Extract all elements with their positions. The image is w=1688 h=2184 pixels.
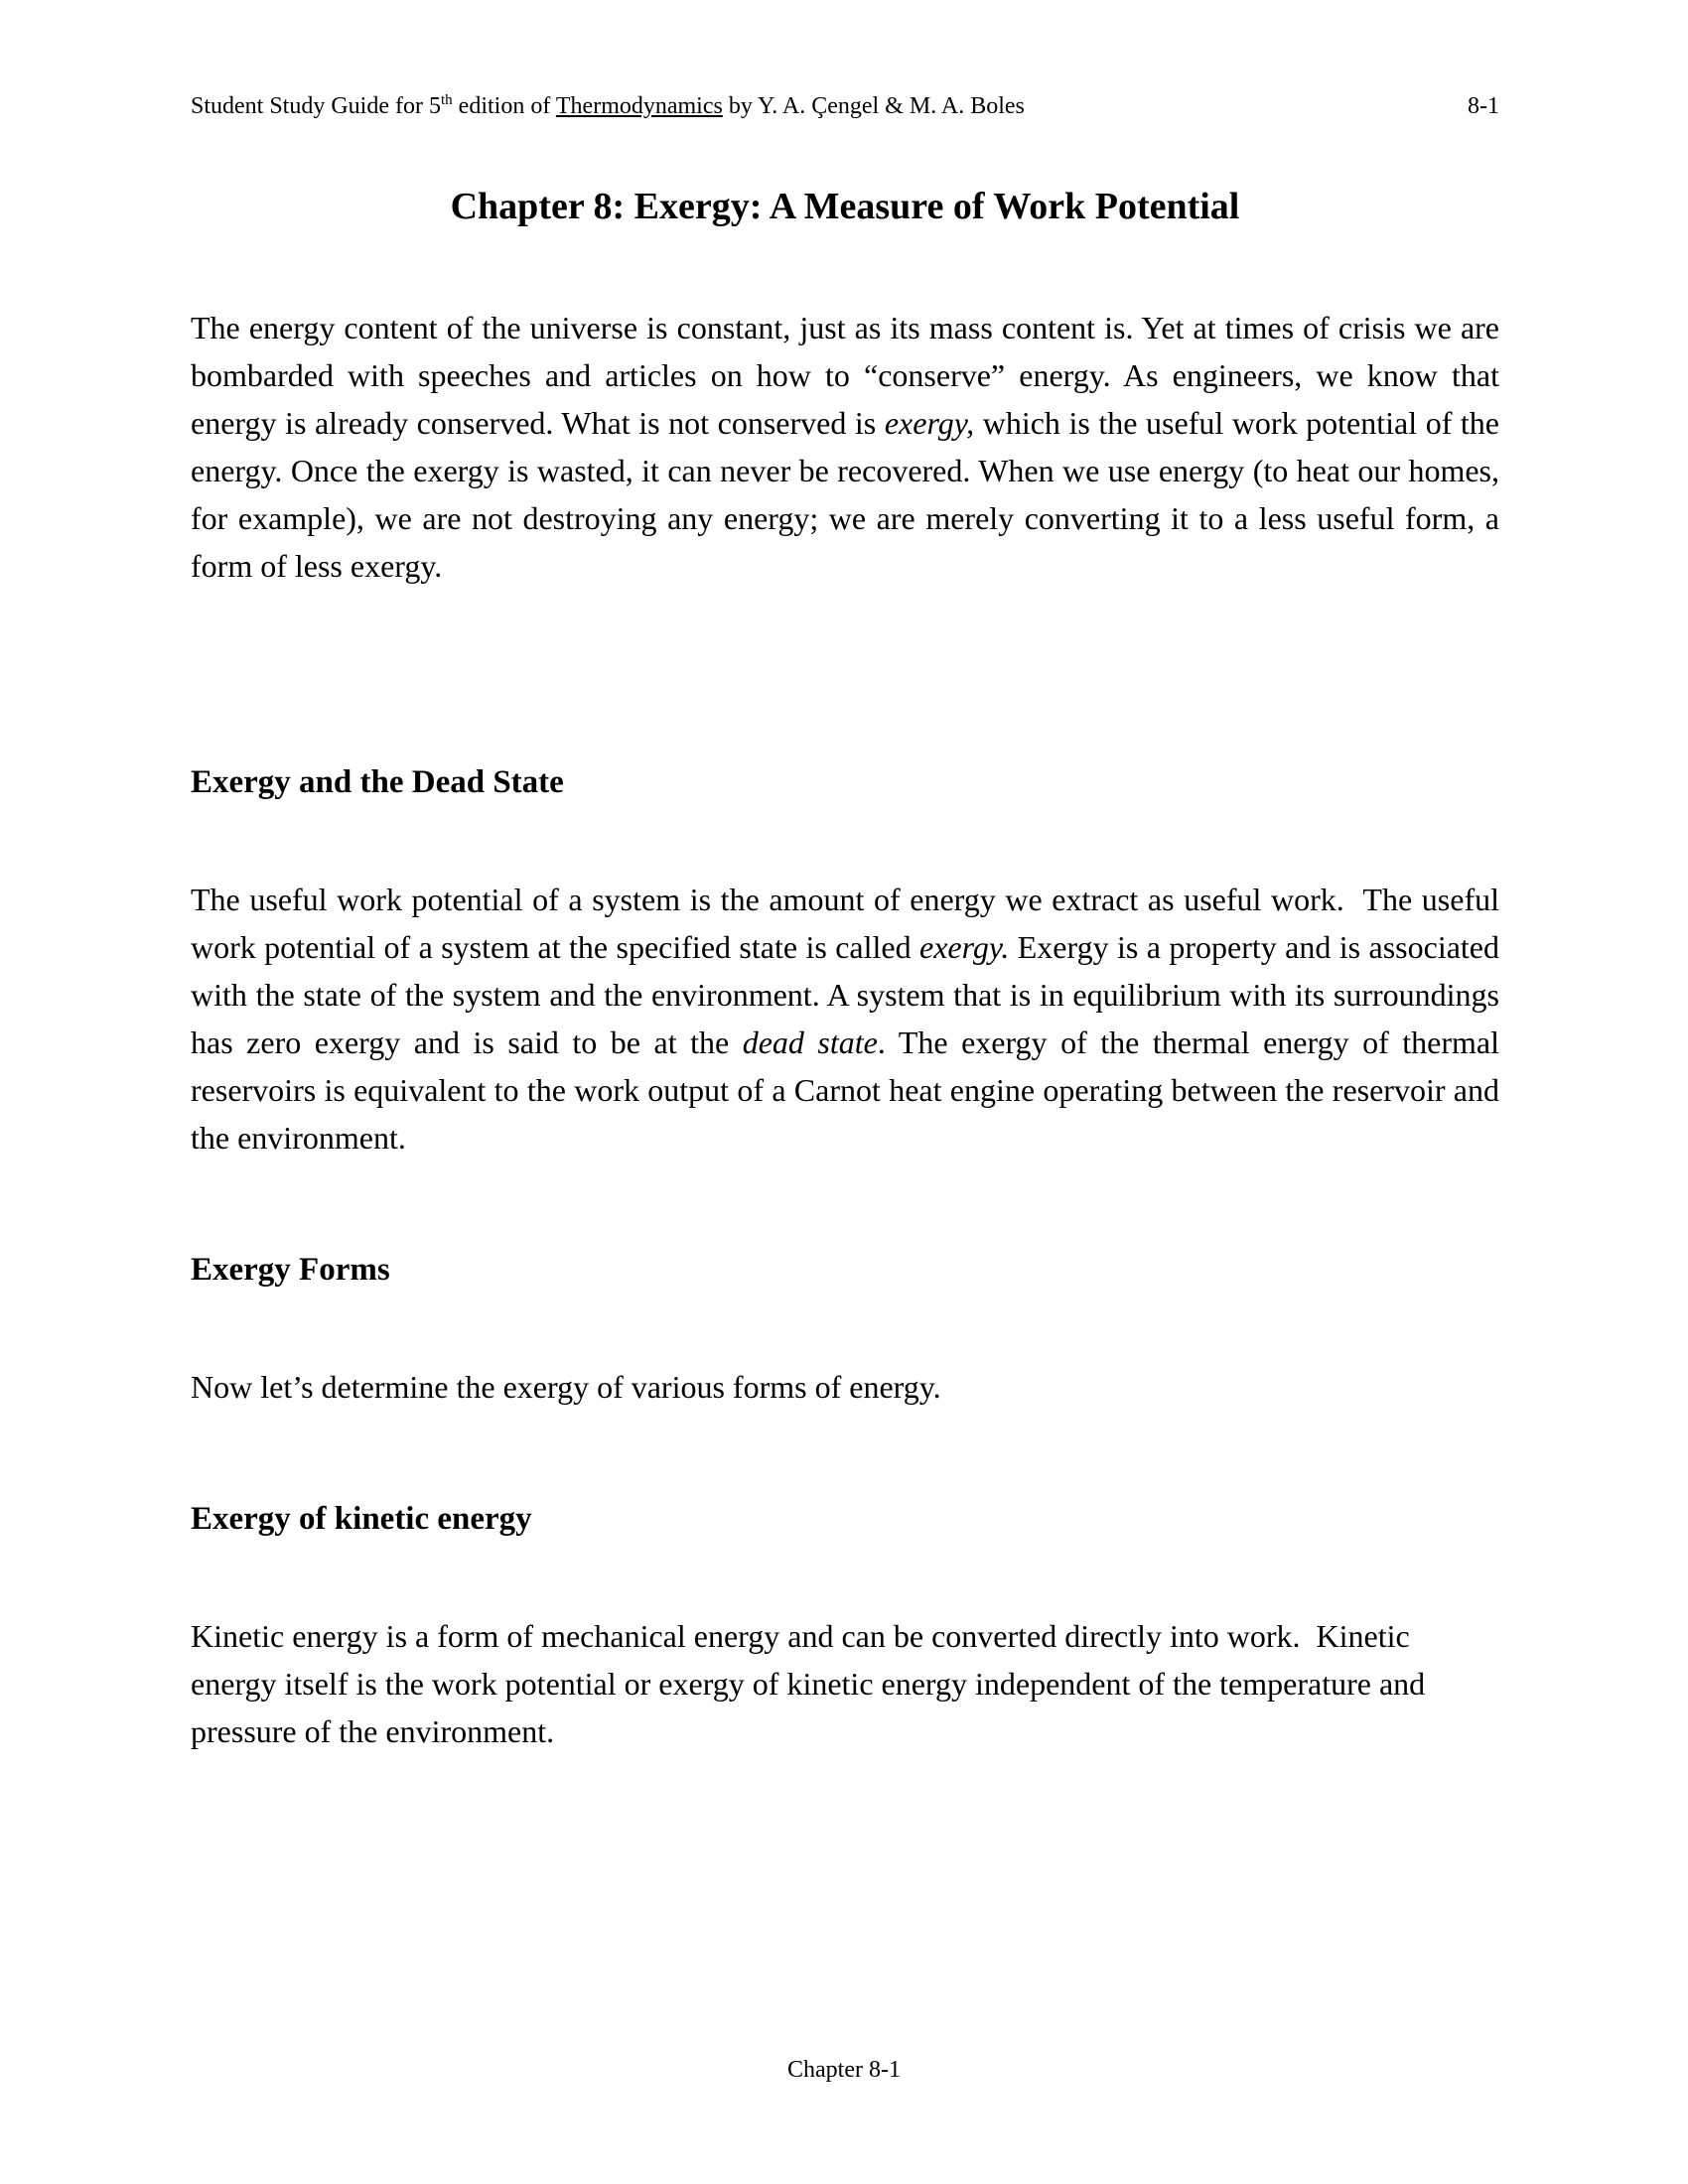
text-run: The useful work potential of a system is the amount of energy we extract as useful work. The useful work potential of a system at the specified state is called xyxy=(191,882,1507,965)
header-running-title xyxy=(191,91,1025,121)
header-underlined-book-title: Thermodynamics xyxy=(555,93,723,119)
chapter-title: Chapter 8: Exergy: A Measure of Work Potential xyxy=(450,186,1240,227)
page-footer: Chapter 8-1 xyxy=(787,2057,901,2083)
intro-paragraph xyxy=(191,304,1508,590)
section-heading-exergy-dead-state: Exergy and the Dead State xyxy=(191,764,564,800)
text-run: Kinetic energy is a form of mechanical energy and can be converted directly into work. Kinetic energy itself is the work potential or exergy of kinetic energy independent of the temperature and pressure of the environment. xyxy=(191,1618,1434,1749)
italic-term: dead state xyxy=(742,1024,878,1060)
exergy-forms-paragraph xyxy=(191,1363,1499,1411)
header-superscript: th xyxy=(441,92,453,108)
header-text-before-sup: Student Study Guide for 5 xyxy=(191,93,441,119)
text-run: which is the useful work potential of the energy. Once the exergy is wasted, it can never be recovered. When we use energy (to heat our homes, for example), we are not destroying any energy; we are merely converting it to a less useful form, a form of less exergy. xyxy=(191,405,1508,584)
header-text-after-sup: edition of xyxy=(452,93,556,119)
dead-state-paragraph xyxy=(191,876,1508,1161)
text-run: Exergy is a property and is associated with the state of the system and the environment. A system that is in equilibrium with its surroundings has zero exergy and is said to be at the xyxy=(191,929,1507,1060)
header-page-number: 8-1 xyxy=(1468,93,1499,119)
page-header xyxy=(191,91,1499,121)
italic-term: exergy, xyxy=(884,405,975,441)
kinetic-energy-paragraph xyxy=(191,1612,1499,1755)
document-body xyxy=(191,304,1508,1755)
italic-term: exergy. xyxy=(919,929,1010,965)
text-run: Now let’s determine the exergy of various forms of energy. xyxy=(191,1369,941,1405)
text-run: . The exergy of the thermal energy of thermal reservoirs is equivalent to the work output of a Carnot heat engine operating between the reservoir and the environment. xyxy=(191,1024,1508,1156)
section-heading-exergy-forms: Exergy Forms xyxy=(191,1252,390,1288)
header-text-after-underline: by Y. A. Çengel & M. A. Boles xyxy=(722,93,1025,119)
text-run: The energy content of the universe is constant, just as its mass content is. Yet at times of crisis we are bombarded with speeches and articles on how to “conserve” energy. As engineers, we know that energy is already conserved. What is not conserved is xyxy=(191,310,1507,441)
section-heading-exergy-kinetic: Exergy of kinetic energy xyxy=(191,1501,532,1537)
